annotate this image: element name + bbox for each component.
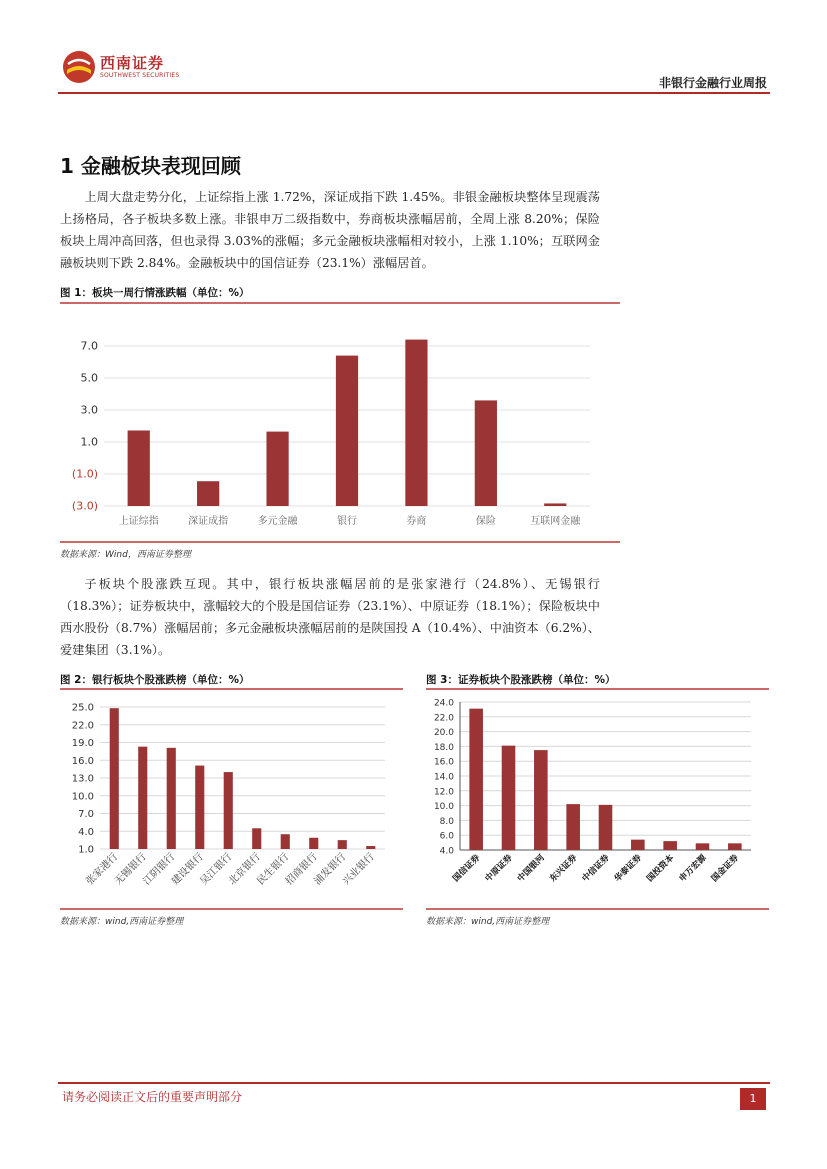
bar-7 xyxy=(281,834,290,849)
y-tick-label: 7.0 xyxy=(78,809,94,820)
bar-6 xyxy=(252,828,261,849)
bar-10 xyxy=(366,846,375,849)
bar-3 xyxy=(534,750,548,850)
fig2-chart xyxy=(60,695,403,905)
report-title: 非银行金融行业周报 xyxy=(658,76,767,90)
y-tick-label: 22.0 xyxy=(71,720,94,732)
y-tick-label: 25.0 xyxy=(71,702,94,714)
x-tick-label: 兴业银行 xyxy=(340,851,377,888)
x-tick-label: 申万宏源 xyxy=(677,853,709,885)
bar-4 xyxy=(195,766,204,849)
y-tick-label: 18.0 xyxy=(433,742,454,753)
fig1-chart xyxy=(60,318,620,538)
x-tick-label: 吴江银行 xyxy=(198,851,235,888)
fig2-top-rule xyxy=(60,688,403,690)
bar-7 xyxy=(544,503,566,506)
fig1-source: 数据来源：Wind，西南证券整理 xyxy=(60,550,191,560)
paragraph-market-review: 上周大盘走势分化，上证综指上涨 1.72%，深证成指下跌 1.45%。非银金融板块整体呈现震荡上扬格局，各子板块多数上涨。非银申万二级指数中，券商板块涨幅居前，全周上涨 8.20%；保险板块上周冲高回落，但也录得 3.03%的涨幅；多元金融板块涨幅相对较小，上涨 1.10%；互联网金融板块则下跌 2.84%。金融板块中的国信证券（23.1%）涨幅居首。 xyxy=(60,190,600,270)
x-tick-label: 东兴证券 xyxy=(548,853,580,885)
y-tick-label: 4.0 xyxy=(78,826,94,838)
page-number: 1 xyxy=(740,1088,766,1110)
header-divider xyxy=(58,92,770,94)
x-tick-label: 银行 xyxy=(337,516,357,527)
x-tick-label: 招商银行 xyxy=(283,851,320,888)
y-tick-label: 3.0 xyxy=(80,403,98,417)
fig3-bottom-rule xyxy=(426,908,769,910)
x-tick-label: 民生银行 xyxy=(255,851,292,888)
x-tick-label: 国投资本 xyxy=(645,853,677,885)
fig2-source: 数据来源：wind,西南证券整理 xyxy=(60,917,184,927)
y-tick-label: 5.0 xyxy=(80,371,98,385)
y-tick-label: 24.0 xyxy=(433,698,454,709)
y-tick-label: 19.0 xyxy=(71,738,94,749)
x-tick-label: 江阴银行 xyxy=(141,851,178,888)
y-tick-label: 8.0 xyxy=(439,816,454,827)
bar-2 xyxy=(197,481,219,506)
bar-5 xyxy=(405,340,427,506)
x-tick-label: 浦发银行 xyxy=(312,851,349,888)
logo-mark-icon xyxy=(62,50,96,84)
fig3-top-rule xyxy=(426,688,769,690)
fig1-top-rule xyxy=(60,302,620,304)
fig3-title: 图 3：证券板块个股涨跌榜（单位：%） xyxy=(426,674,616,686)
x-tick-label: 多元金融 xyxy=(257,516,298,527)
bar-9 xyxy=(728,843,742,850)
y-tick-label: 14.0 xyxy=(433,772,454,783)
x-tick-label: 深证成指 xyxy=(188,516,229,527)
x-tick-label: 券商 xyxy=(406,516,427,527)
paragraph-stock-review: 子板块个股涨跌互现。其中，银行板块涨幅居前的是张家港行（24.8%）、无锡银行（18.3%）；证券板块中，涨幅较大的个股是国信证券（23.1%）、中原证券（18.1%）；保险板块中西水股份（8.7%）涨幅居前；多元金融板块涨幅居前的是陕国投 A（10.4%）、中油资本（6.2%）、爱建集团（3.1%）。 xyxy=(60,577,600,657)
bar-7 xyxy=(663,841,677,850)
y-tick-label: 10.0 xyxy=(71,791,94,803)
bar-2 xyxy=(502,746,516,850)
x-tick-label: 保险 xyxy=(475,516,496,527)
y-tick-label: 20.0 xyxy=(433,728,454,739)
logo-cn-text: 西南证券 xyxy=(100,54,165,72)
footer-divider xyxy=(58,1082,770,1084)
y-tick-label: 12.0 xyxy=(433,787,454,798)
bar-2 xyxy=(138,747,147,849)
bar-4 xyxy=(336,356,358,506)
y-tick-label: (1.0) xyxy=(71,467,98,481)
section-title: 1 金融板块表现回顾 xyxy=(60,154,241,178)
bar-9 xyxy=(338,840,347,849)
bar-4 xyxy=(566,804,580,850)
y-tick-label: 4.0 xyxy=(439,846,454,857)
x-tick-label: 国金证券 xyxy=(709,853,741,885)
x-tick-label: 中原证券 xyxy=(483,853,515,885)
bar-6 xyxy=(631,840,645,850)
fig2-title: 图 2：银行板块个股涨跌榜（单位：%） xyxy=(60,674,250,686)
y-tick-label: 1.0 xyxy=(78,844,94,856)
x-tick-label: 无锡银行 xyxy=(112,851,149,888)
company-logo xyxy=(62,48,182,88)
bar-3 xyxy=(167,748,176,849)
x-tick-label: 张家港行 xyxy=(84,851,121,888)
bar-5 xyxy=(599,805,613,850)
x-tick-label: 互联网金融 xyxy=(530,516,581,527)
x-tick-label: 建设银行 xyxy=(169,851,206,888)
x-tick-label: 华泰证券 xyxy=(612,853,644,885)
fig3-chart xyxy=(426,695,769,905)
bar-5 xyxy=(224,772,233,849)
bar-3 xyxy=(266,432,288,506)
y-tick-label: 16.0 xyxy=(71,755,94,767)
bar-1 xyxy=(128,430,150,506)
y-tick-label: (3.0) xyxy=(71,499,98,513)
y-tick-label: 10.0 xyxy=(433,802,454,813)
bar-1 xyxy=(110,708,119,849)
footer-disclaimer-note: 请务必阅读正文后的重要声明部分 xyxy=(62,1090,243,1104)
x-tick-label: 中国银河 xyxy=(515,853,547,885)
fig3-source: 数据来源：wind,西南证券整理 xyxy=(426,917,550,927)
x-tick-label: 北京银行 xyxy=(226,851,263,888)
y-tick-label: 22.0 xyxy=(433,713,454,724)
y-tick-label: 1.0 xyxy=(80,435,98,449)
y-tick-label: 13.0 xyxy=(71,773,94,785)
fig1-title: 图 1：板块一周行情涨跌幅（单位：%） xyxy=(60,287,250,299)
logo-en-text: SOUTHWEST SECURITIES xyxy=(100,72,180,79)
bar-8 xyxy=(309,838,318,849)
fig2-bottom-rule xyxy=(60,908,403,910)
x-tick-label: 国信证券 xyxy=(451,853,483,885)
x-tick-label: 中信证券 xyxy=(580,853,612,885)
y-tick-label: 7.0 xyxy=(80,339,98,353)
fig1-bottom-rule xyxy=(60,541,620,543)
y-tick-label: 16.0 xyxy=(433,757,454,768)
x-tick-label: 上证综指 xyxy=(118,516,159,527)
y-tick-label: 6.0 xyxy=(439,831,454,842)
bar-8 xyxy=(696,843,710,850)
bar-6 xyxy=(475,400,497,506)
bar-1 xyxy=(469,709,483,850)
